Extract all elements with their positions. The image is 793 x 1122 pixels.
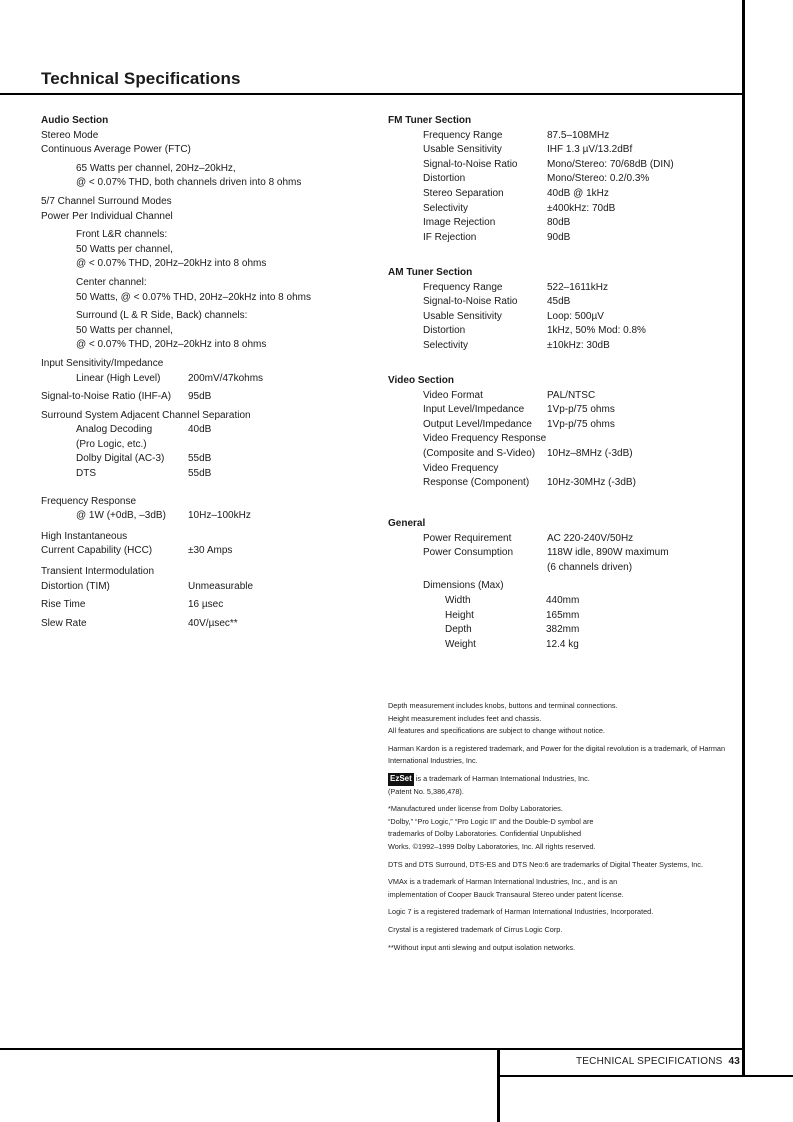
- footnote-line: Height measurement includes feet and chassis.: [388, 713, 542, 723]
- fm-tuner-section: [388, 114, 733, 245]
- spec-value: 87.5–108MHz: [547, 129, 610, 141]
- spec-label: Front L&R channels:: [76, 229, 168, 241]
- am-tuner-section: [388, 266, 733, 354]
- spec-label: Slew Rate: [41, 617, 87, 629]
- spec-value: 95dB: [188, 391, 212, 403]
- audio-section-heading: Audio Section: [41, 115, 109, 126]
- fm-section-heading: FM Tuner Section: [388, 115, 472, 126]
- spec-value: 50 Watts per channel,: [76, 324, 173, 336]
- footnote-line: “Dolby,” “Pro Logic,” “Pro Logic II” and the Double-D symbol are: [388, 816, 594, 826]
- spec-value: 12.4 kg: [546, 638, 579, 650]
- spec-label: Dimensions (Max): [423, 580, 504, 592]
- spec-value: 40dB @ 1kHz: [547, 187, 609, 199]
- spec-value: 118W idle, 890W maximum: [547, 547, 669, 559]
- spec-label: Video Frequency Response: [423, 433, 547, 445]
- footnote-line: Crystal is a registered trademark of Cirrus Logic Corp.: [388, 924, 563, 934]
- spec-label: Usable Sensitivity: [423, 310, 502, 322]
- spec-value: IHF 1.3 µV/13.2dBf: [547, 144, 633, 156]
- spec-label: Depth: [445, 624, 472, 636]
- page-footer: [576, 1056, 740, 1067]
- spec-label: Selectivity: [423, 202, 469, 214]
- spec-value: 522–1611kHz: [547, 281, 608, 293]
- spec-value: 10Hz–8MHz (-3dB): [547, 447, 633, 459]
- spec-value: 1Vp-p/75 ohms: [547, 404, 615, 416]
- general-section: [388, 517, 733, 652]
- footer-rule: [0, 1048, 744, 1050]
- footnote-line: implementation of Cooper Bauck Transaural Stereo under patent license.: [388, 889, 624, 899]
- spec-value: 10Hz-30MHz (-3dB): [547, 477, 636, 489]
- spec-label: Current Capability (HCC): [41, 545, 153, 557]
- audio-section: [41, 114, 361, 631]
- spec-label: Stereo Separation: [423, 187, 504, 199]
- spec-label: Frequency Response: [41, 495, 137, 507]
- spec-value: AC 220-240V/50Hz: [547, 532, 634, 544]
- spec-label: @ 1W (+0dB, –3dB): [76, 510, 166, 522]
- spec-label: Signal-to-Noise Ratio (IHF-A): [41, 391, 172, 403]
- spec-value: ±400kHz: 70dB: [547, 202, 616, 214]
- spec-value: Loop: 500µV: [547, 310, 604, 322]
- spec-label: High Instantaneous: [41, 530, 128, 542]
- footnote-line: All features and specifications are subject to change without notice.: [388, 726, 606, 736]
- spec-value: PAL/NTSC: [547, 389, 596, 401]
- spec-value: @ < 0.07% THD, both channels driven into 8 ohms: [76, 177, 302, 189]
- spec-label: Response (Component): [423, 477, 530, 489]
- spec-value: @ < 0.07% THD, 20Hz–20kHz into 8 ohms: [76, 258, 267, 270]
- right-margin-rule: [742, 0, 745, 1075]
- spec-value: 45dB: [547, 296, 571, 308]
- spec-label: Power Requirement: [423, 532, 512, 544]
- footnote-line: DTS and DTS Surround, DTS-ES and DTS Neo:6 are trademarks of Digital Theater Systems, Inc.: [388, 859, 703, 869]
- spec-label: (Composite and S-Video): [423, 447, 536, 459]
- spec-value: 90dB: [547, 231, 571, 243]
- footnote-line: Harman Kardon is a registered trademark, and Power for the digital revolution is a trademark, of Harman International Industries, Inc.: [388, 743, 726, 766]
- spec-label: Signal-to-Noise Ratio: [423, 158, 518, 170]
- spec-label: Surround (L & R Side, Back) channels:: [76, 310, 248, 322]
- spec-label: Weight: [445, 638, 476, 650]
- spec-label: Output Level/Impedance: [423, 418, 532, 430]
- spec-value: 1Vp-p/75 ohms: [547, 418, 615, 430]
- footnote-line: Works. ©1992–1999 Dolby Laboratories, Inc. All rights reserved.: [388, 841, 596, 851]
- spec-value: Mono/Stereo: 0.2/0.3%: [547, 173, 650, 185]
- spec-label: Frequency Range: [423, 129, 503, 141]
- spec-label: (Pro Logic, etc.): [76, 438, 147, 450]
- spec-label: Selectivity: [423, 339, 469, 351]
- spec-label: Frequency Range: [423, 281, 503, 293]
- spec-label: Input Sensitivity/Impedance: [41, 357, 164, 369]
- spec-label: Distortion (TIM): [41, 580, 110, 592]
- spec-label: 5/7 Channel Surround Modes: [41, 195, 172, 207]
- spec-label: Dolby Digital (AC-3): [76, 453, 165, 465]
- spec-value: 1kHz, 50% Mod: 0.8%: [547, 325, 646, 337]
- spec-value: ±30 Amps: [188, 545, 233, 557]
- spec-label: Height: [445, 609, 474, 621]
- spec-label: Center channel:: [76, 276, 147, 288]
- spec-value: Mono/Stereo: 70/68dB (DIN): [547, 158, 674, 170]
- footnote-line: (Patent No. 5,386,478).: [388, 786, 464, 796]
- spec-label: Width: [445, 594, 471, 606]
- page-number: 43: [728, 1056, 741, 1067]
- spec-value: 40V/µsec**: [188, 617, 238, 629]
- spec-label: DTS: [76, 468, 96, 480]
- spec-label: Power Consumption: [423, 547, 514, 559]
- spec-label: Video Frequency: [423, 462, 499, 474]
- spec-value: 50 Watts per channel,: [76, 243, 173, 255]
- spec-label: Power Per Individual Channel: [41, 210, 173, 222]
- spec-label: Surround System Adjacent Channel Separation: [41, 409, 251, 421]
- footnote-line: Depth measurement includes knobs, buttons and terminal connections.: [388, 701, 618, 710]
- spec-label: Distortion: [423, 325, 466, 337]
- spec-value: ±10kHz: 30dB: [547, 339, 610, 351]
- footnotes: [388, 700, 733, 959]
- spec-value: 80dB: [547, 217, 571, 229]
- spec-value: 40dB: [188, 424, 212, 436]
- footer-label: TECHNICAL SPECIFICATIONS: [576, 1056, 723, 1067]
- spec-label: Analog Decoding: [76, 424, 153, 436]
- footnote-line: VMAx is a trademark of Harman International Industries, Inc., and is an: [388, 877, 618, 887]
- spec-label: Rise Time: [41, 599, 86, 611]
- footnote-line: Logic 7 is a registered trademark of Harman International Industries, Incorporated.: [388, 907, 654, 917]
- am-section-heading: AM Tuner Section: [388, 267, 473, 278]
- spec-label: Stereo Mode: [41, 129, 99, 141]
- spec-label: Signal-to-Noise Ratio: [423, 296, 518, 308]
- page-title: Technical Specifications: [41, 69, 241, 88]
- spec-label: IF Rejection: [423, 231, 477, 243]
- spec-value: 10Hz–100kHz: [188, 510, 251, 522]
- footnote-line: *Manufactured under license from Dolby Laboratories.: [388, 804, 563, 814]
- ezset-logo: EzSet: [388, 773, 414, 786]
- spec-value: 65 Watts per channel, 20Hz–20kHz,: [76, 162, 236, 174]
- spec-label: Video Format: [423, 389, 483, 401]
- spec-label: Image Rejection: [423, 217, 496, 229]
- spec-value: 55dB: [188, 468, 212, 480]
- spec-label: Linear (High Level): [76, 372, 161, 384]
- spec-value: 50 Watts, @ < 0.07% THD, 20Hz–20kHz into 8 ohms: [76, 291, 311, 303]
- spec-value: 55dB: [188, 453, 212, 465]
- spec-value: 200mV/47kohms: [188, 372, 264, 384]
- spec-label: Distortion: [423, 173, 466, 185]
- spec-value: 440mm: [546, 594, 580, 606]
- spec-value: @ < 0.07% THD, 20Hz–20kHz into 8 ohms: [76, 339, 267, 351]
- general-section-heading: General: [388, 518, 426, 529]
- spec-label: Usable Sensitivity: [423, 144, 502, 156]
- footer-divider: [497, 1048, 500, 1122]
- footnote-line: trademarks of Dolby Laboratories. Confidential Unpublished: [388, 829, 582, 839]
- spec-value: 165mm: [546, 609, 580, 621]
- header-rule: [0, 93, 744, 95]
- video-section-heading: Video Section: [388, 375, 454, 386]
- spec-label: Input Level/Impedance: [423, 404, 525, 416]
- spec-value: Unmeasurable: [188, 580, 254, 592]
- spec-label: Transient Intermodulation: [41, 566, 155, 578]
- footer-rule-lower: [497, 1075, 793, 1077]
- spec-value: 16 µsec: [188, 599, 224, 611]
- footnote-line: is a trademark of Harman International Industries, Inc.: [415, 773, 590, 783]
- spec-value: 382mm: [546, 624, 580, 636]
- spec-label: Continuous Average Power (FTC): [41, 144, 191, 156]
- footnote-line: **Without input anti slewing and output isolation networks.: [388, 942, 575, 952]
- video-section: [388, 374, 733, 491]
- spec-value: (6 channels driven): [547, 561, 633, 573]
